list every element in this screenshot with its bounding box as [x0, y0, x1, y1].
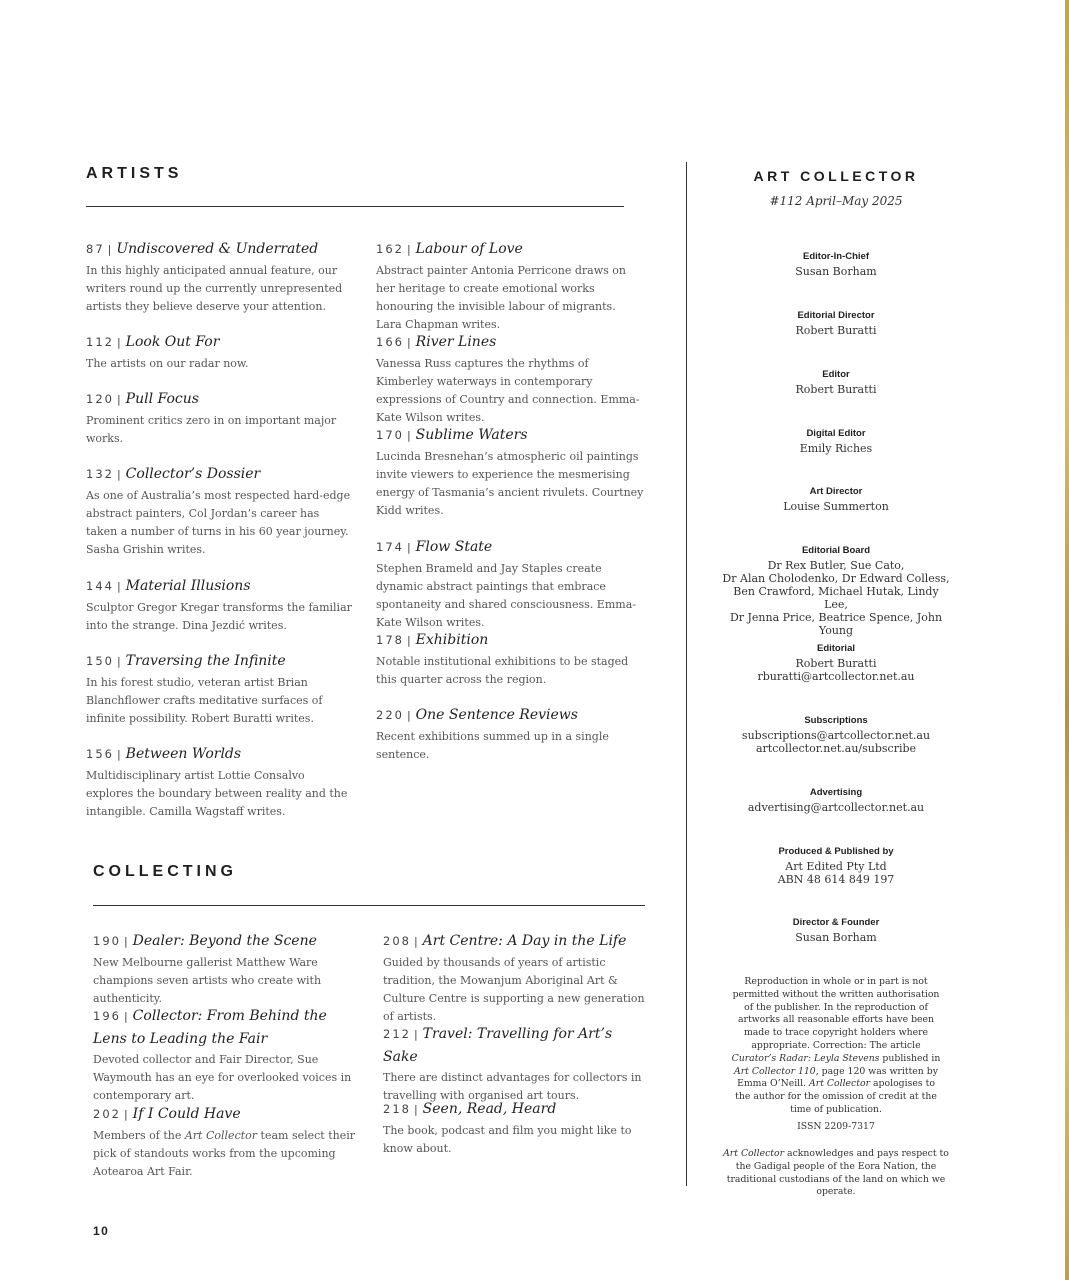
toc-entry[interactable]: 174 | Flow State Stephen Brameld and Jay Staples create dynamic abstract paintings that embrace spontaneity and shared consciousness. Emma-Kate Wilson writes. [376, 536, 644, 632]
page-ref: 162 [376, 242, 404, 256]
toc-entry[interactable]: 178 | Exhibition Notable institutional exhibitions to be staged this quarter across the region. [376, 629, 644, 689]
masthead-role: Editor-In-Chief [803, 251, 869, 262]
masthead-value: Art Edited Pty Ltd [785, 860, 887, 873]
toc-entry[interactable]: 120 | Pull Focus Prominent critics zero in on important major works. [86, 388, 354, 448]
page-ref: 87 [86, 242, 105, 256]
masthead-value: Ben Crawford, Michael Hutak, Lindy Lee, [733, 585, 939, 611]
toc-entry[interactable]: 162 | Labour of Love Abstract painter Antonia Perricone draws on her heritage to create emotional works honouring the invisible labour of migrants. Lara Chapman writes. [376, 238, 644, 334]
entry-title: Flow State [415, 539, 493, 555]
page-ref: 220 [376, 708, 404, 722]
page-edge-strip [1065, 0, 1069, 1280]
entry-title: Labour of Love [415, 241, 523, 257]
page-ref: 156 [86, 747, 114, 761]
entry-description: Multidisciplinary artist Lottie Consalvo explores the boundary between reality and the intangible. Camilla Wagstaff writes. [86, 769, 348, 818]
masthead-role: Editor [822, 369, 850, 380]
masthead-block [720, 545, 952, 637]
toc-entry[interactable]: 196 | Collector: From Behind the Lens to Leading the Fair Devoted collector and Fair Director, Sue Waymouth has an eye for overlooked voices in contemporary art. [93, 1005, 361, 1105]
entry-description: Stephen Brameld and Jay Staples create dynamic abstract paintings that embrace spontaneity and shared consciousness. Emma-Kate Wilson writes. [376, 562, 636, 629]
entry-description: Prominent critics zero in on important major works. [86, 414, 337, 445]
masthead-value: Robert Buratti [795, 383, 877, 396]
page-ref: 218 [383, 1102, 411, 1116]
masthead-block [720, 486, 952, 513]
masthead-role: Editorial [816, 643, 855, 654]
masthead-value: Susan Borham [795, 931, 877, 944]
masthead-role: Advertising [809, 787, 863, 798]
section-heading-artists: ARTISTS [86, 165, 183, 182]
entry-description: Guided by thousands of years of artistic tradition, the Mowanjum Aboriginal Art & Culture Centre is supporting a new generation of artists. [383, 956, 645, 1023]
page-ref: 212 [383, 1027, 411, 1041]
page-ref: 196 [93, 1009, 121, 1023]
masthead-block [720, 251, 952, 278]
page-ref: 202 [93, 1107, 121, 1121]
email-link[interactable]: subscriptions@artcollector.net.au [741, 729, 931, 742]
entry-description: Lucinda Bresnehan’s atmospheric oil paintings invite viewers to experience the mesmerising energy of Tasmania’s ancient rivulets. Courtney Kidd writes. [376, 450, 644, 517]
entry-description: Notable institutional exhibitions to be staged this quarter across the region. [376, 655, 629, 686]
toc-entry[interactable]: 202 | If I Could Have Members of the Art Collector team select their pick of standouts works from the upcoming Aotearoa Art Fair. [93, 1103, 361, 1181]
entry-title: Material Illusions [125, 578, 251, 594]
toc-entry[interactable]: 156 | Between Worlds Multidisciplinary artist Lottie Consalvo explores the boundary between reality and the intangible. Camilla Wagstaff writes. [86, 743, 354, 821]
page-ref: 150 [86, 654, 114, 668]
masthead-block [720, 643, 952, 683]
masthead-block [720, 846, 952, 886]
page-ref: 112 [86, 335, 114, 349]
masthead-role: Digital Editor [806, 428, 866, 439]
page-number: 10 [93, 1224, 110, 1238]
masthead-value: Emily Riches [799, 442, 873, 455]
masthead-block [720, 787, 952, 814]
masthead-role: Editorial Director [797, 310, 875, 321]
entry-description: Recent exhibitions summed up in a single sentence. [376, 730, 609, 761]
page-ref: 170 [376, 428, 404, 442]
entry-description: The artists on our radar now. [86, 357, 249, 370]
entry-title: One Sentence Reviews [415, 707, 578, 723]
entry-description: Vanessa Russ captures the rhythms of Kimberley waterways in contemporary expressions of Country and connection. Emma-Kate Wilson writes. [376, 357, 640, 424]
magazine-name: ART COLLECTOR [753, 168, 919, 184]
entry-title: Collector’s Dossier [125, 466, 261, 482]
masthead-value: Robert Buratti [795, 657, 877, 670]
masthead-value: Dr Rex Butler, Sue Cato, [767, 559, 905, 572]
entry-description: As one of Australia’s most respected hard-edge abstract painters, Col Jordan’s career has taken a number of turns in his 60 year journey. Sasha Grishin writes. [86, 489, 351, 556]
issn: ISSN 2209-7317 [797, 1121, 875, 1132]
toc-entry[interactable]: 132 | Collector’s Dossier As one of Australia’s most respected hard-edge abstract painters, Col Jordan’s career has taken a number of turns in his 60 year journey. Sasha Grishin writes. [86, 463, 354, 559]
page-ref: 208 [383, 934, 411, 948]
masthead-role: Editorial Board [801, 545, 871, 556]
entry-description: The book, podcast and film you might like to know about. [383, 1124, 632, 1155]
web-link[interactable]: artcollector.net.au/subscribe [755, 742, 917, 755]
entry-description: Abstract painter Antonia Perricone draws on her heritage to create emotional works honouring the invisible labour of migrants. Lara Chapman writes. [376, 264, 627, 331]
entry-title: Undiscovered & Underrated [116, 241, 319, 257]
toc-entry[interactable]: 208 | Art Centre: A Day in the Life Guided by thousands of years of artistic tradition, the Mowanjum Aboriginal Art & Culture Centre is supporting a new generation of artists. [383, 930, 651, 1026]
toc-entry[interactable]: 144 | Material Illusions Sculptor Gregor Kregar transforms the familiar into the strange. Dina Jezdić writes. [86, 575, 354, 635]
masthead-value: Susan Borham [795, 265, 877, 278]
column-divider [686, 162, 687, 1186]
entry-title: Travel: Travelling for Art’s Sake [383, 1026, 613, 1065]
entry-description: Sculptor Gregor Kregar transforms the familiar into the strange. Dina Jezdić writes. [86, 601, 352, 632]
entry-description: In this highly anticipated annual feature, our writers round up the currently unrepresented artists they believe deserve your attention. [86, 264, 343, 313]
entry-title: Pull Focus [125, 391, 199, 407]
masthead-role: Subscriptions [804, 715, 868, 726]
masthead-block [720, 917, 952, 944]
toc-entry[interactable]: 190 | Dealer: Beyond the Scene New Melbourne gallerist Matthew Ware champions seven artists who create with authenticity. [93, 930, 361, 1008]
entry-title: If I Could Have [132, 1106, 241, 1122]
toc-entry[interactable]: 220 | One Sentence Reviews Recent exhibitions summed up in a single sentence. [376, 704, 644, 764]
toc-entry[interactable]: 150 | Traversing the Infinite In his forest studio, veteran artist Brian Blanchflower crafts meditative surfaces of infinite possibility. Robert Buratti writes. [86, 650, 354, 728]
entry-title: Art Centre: A Day in the Life [422, 933, 627, 949]
entry-description: New Melbourne gallerist Matthew Ware champions seven artists who create with authenticity. [93, 956, 322, 1005]
entry-title: Between Worlds [125, 746, 242, 762]
page-ref: 120 [86, 392, 114, 406]
toc-entry[interactable]: 166 | River Lines Vanessa Russ captures the rhythms of Kimberley waterways in contemporary expressions of Country and connection. Emma-Kate Wilson writes. [376, 331, 644, 427]
entry-title: Sublime Waters [415, 427, 528, 443]
toc-entry[interactable]: 170 | Sublime Waters Lucinda Bresnehan’s atmospheric oil paintings invite viewers to experience the mesmerising energy of Tasmania’s ancient rivulets. Courtney Kidd writes. [376, 424, 644, 520]
entry-title: Traversing the Infinite [125, 653, 286, 669]
entry-title: River Lines [415, 334, 497, 350]
page-ref: 190 [93, 934, 121, 948]
entry-title: Exhibition [415, 632, 489, 648]
entry-description: There are distinct advantages for collectors in travelling with organised art tours. [383, 1071, 642, 1102]
toc-entry[interactable]: 212 | Travel: Travelling for Art’s Sake There are distinct advantages for collectors in travelling with organised art tours. [383, 1023, 651, 1105]
page-ref: 174 [376, 540, 404, 554]
email-link[interactable]: rburatti@artcollector.net.au [757, 670, 915, 683]
entry-title: Collector: From Behind the Lens to Leading the Fair [93, 1008, 327, 1047]
collecting-rule [93, 905, 645, 906]
masthead-value: Robert Buratti [795, 324, 877, 337]
masthead-value: ABN 48 614 849 197 [777, 873, 895, 886]
country-acknowledgement: Art Collector acknowledges and pays respect to the Gadigal people of the Eora Nation, the traditional custodians of the land on which we operate. [723, 1148, 949, 1198]
masthead-block [720, 369, 952, 396]
entry-title: Look Out For [125, 334, 220, 350]
entry-title: Seen, Read, Heard [422, 1101, 557, 1117]
masthead-role: Director & Founder [792, 917, 880, 928]
masthead-block [720, 715, 952, 755]
page-ref: 144 [86, 579, 114, 593]
masthead-value: Louise Summerton [783, 500, 889, 513]
masthead-block [720, 428, 952, 455]
entry-description: Members of the Art Collector team select their pick of standouts works from the upcoming Aotearoa Art Fair. [93, 1129, 355, 1178]
masthead-role: Produced & Published by [778, 846, 894, 857]
entry-description: In his forest studio, veteran artist Brian Blanchflower crafts meditative surfaces of infinite possibility. Robert Buratti writes. [86, 676, 323, 725]
toc-entry[interactable]: 112 | Look Out For The artists on our radar now. [86, 331, 354, 373]
toc-entry[interactable]: 218 | Seen, Read, Heard The book, podcast and film you might like to know about. [383, 1098, 651, 1158]
email-link[interactable]: advertising@artcollector.net.au [747, 801, 925, 814]
reproduction-notice: Reproduction in whole or in part is not permitted without the written authorisation of the publisher. In the reproduction of artworks all reasonable efforts have been made to trace copyright holders where appropriate. Correction: The article Curator’s Radar: Leyla Stevens published in Art Collector 110, page 120 was written by Emma O’Neill. Art Collector apologises to the author for the omission of credit at the time of publication. [731, 976, 941, 1115]
masthead-value: Dr Jenna Price, Beatrice Spence, John Young [729, 611, 943, 637]
section-heading-collecting: COLLECTING [93, 863, 237, 880]
page-ref: 132 [86, 467, 114, 481]
masthead-value: Dr Alan Cholodenko, Dr Edward Colless, [722, 572, 950, 585]
issue-label: #112 April–May 2025 [769, 194, 903, 208]
page-ref: 178 [376, 633, 404, 647]
toc-entry[interactable]: 87 | Undiscovered & Underrated In this highly anticipated annual feature, our writers round up the currently unrepresented artists they believe deserve your attention. [86, 238, 354, 316]
masthead-block [720, 310, 952, 337]
page-ref: 166 [376, 335, 404, 349]
masthead-role: Art Director [809, 486, 863, 497]
entry-description: Devoted collector and Fair Director, Sue Waymouth has an eye for overlooked voices in contemporary art. [93, 1053, 352, 1102]
artists-rule [86, 206, 624, 207]
entry-title: Dealer: Beyond the Scene [132, 933, 317, 949]
